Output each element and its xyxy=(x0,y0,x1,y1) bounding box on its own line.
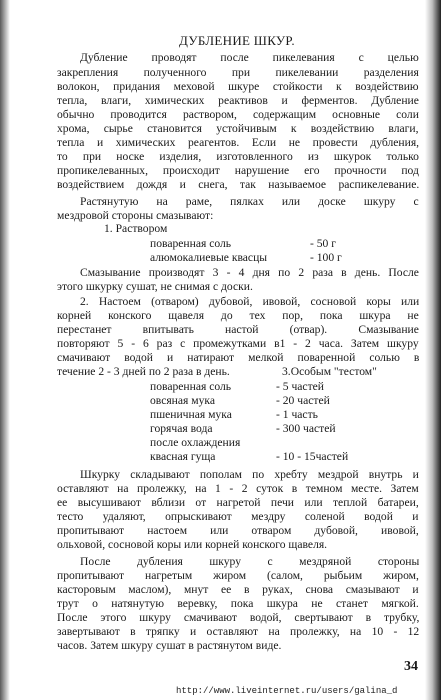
ingredient-name: овсяная мука xyxy=(150,394,215,407)
text-line: касторовым маслом), мнут ее в руках, снова смазывают и xyxy=(57,583,419,596)
ingredient-name: горячая вода xyxy=(150,422,213,435)
ingredient-name: поваренная соль xyxy=(150,380,232,393)
text-line: закрепления полученного при пикелевании разделения xyxy=(57,66,419,79)
text-line: 2. Настоем (отваром) дубовой, ивовой, сосновой коры или xyxy=(80,295,420,308)
text-line: завертывают в тряпку и оставляют на пролежку, на 10 - 12 xyxy=(57,625,420,638)
text-line: После дубления шкуру с мездряной стороны xyxy=(80,555,420,568)
scan-left-shadow xyxy=(0,0,10,700)
text-line: пропитывают настоем или отваром дубовой, ивовой, xyxy=(57,524,419,537)
ingredient-name: поваренная соль xyxy=(150,237,232,250)
scan-right-edge xyxy=(425,0,441,700)
text-line: этого шкурку сушат, не снимая с доски. xyxy=(57,280,253,293)
ingredient-amount: - 1 часть xyxy=(276,408,318,421)
text-line: перестанет впитывать настой (отвар). Смазывание xyxy=(57,323,419,336)
recipe-heading: 1. Раствором xyxy=(104,222,168,235)
ingredient-note: после охлаждения xyxy=(150,436,241,449)
text-line: течение 2 - 3 дней по 2 раза в день. xyxy=(57,365,230,378)
text-line: После этого шкуру смачивают водой, свертывают в трубку, xyxy=(57,611,420,624)
ingredient-amount: - 20 частей xyxy=(276,394,330,407)
text-line: мездровой стороны смазывают: xyxy=(57,209,214,222)
ingredient-amount: - 5 частей xyxy=(276,380,324,393)
text-line: тепла и химических реагентов. Если не провести дубления, xyxy=(57,136,420,149)
watermark-url: http://www.liveinternet.ru/users/galina_d xyxy=(176,686,398,696)
text-line: то при носке изделия, изготовленного из шкурок только xyxy=(57,150,419,163)
text-line: Шкурку складывают пополам по хребту мездрой внутрь и xyxy=(80,468,419,481)
ingredient-amount: - 300 частей xyxy=(276,422,336,435)
text-line: воздействием дождя и снега, так называемое распикелевание. xyxy=(57,178,420,191)
text-line: трут о натянутую веревку, пока шкура не станет мягкой. xyxy=(57,597,419,610)
text-line: ольховой, сосновой коры или корней конского щавеля. xyxy=(57,538,328,551)
text-line: пропитывают нагретым жиром (салом, рыбьим жиром, xyxy=(57,569,419,582)
text-line: тепла, влаги, химических реактивов и ферментов. Дубление xyxy=(57,94,419,107)
ingredient-name: алюмокалиевые квасцы xyxy=(150,251,268,264)
text-line: пропикелеванных, происходит нарушение его прочности под xyxy=(57,164,419,177)
ingredient-amount: - 10 - 15частей xyxy=(276,450,349,463)
page-number: 34 xyxy=(404,659,418,674)
text-line: Дубление проводят после пикелевания с целью xyxy=(80,51,419,64)
text-line: хрома, сырье становится устойчивым к воздействию влаги, xyxy=(57,122,419,135)
text-line: смачивают водой и натирают мелкой поваренной солью в xyxy=(57,351,420,364)
text-line: тесто удаляют, опрыскивают мездру соленой водой и xyxy=(57,510,419,523)
text-line: оставляют на пролежку, на 1 - 2 суток в темном месте. Затем xyxy=(57,482,419,495)
text-line: Растянутую на раме, пялках или доске шкуру с xyxy=(80,195,419,208)
text-line: ее высушивают вблизи от нагретой печи или теплой батареи, xyxy=(57,496,419,509)
ingredient-name: квасная гуща xyxy=(150,450,216,463)
ingredient-name: пшеничная мука xyxy=(150,408,232,421)
text-line: часов. Затем шкуру сушат в растянутом виде. xyxy=(57,639,282,652)
text-line: обычно проводится раствором, содержащим основные соли xyxy=(57,108,419,121)
text-line: волокон, придания меховой шкуре стойкости к воздействию xyxy=(57,80,419,93)
ingredient-amount: - 50 г xyxy=(310,237,337,250)
ingredient-amount: - 100 г xyxy=(310,251,342,264)
text-line: корней конского щавеля до тех пор, пока шкура не xyxy=(57,309,419,322)
text-line: повторяют 5 - 6 раз с промежутками в1 - 2 часа. Затем шкуру xyxy=(57,337,419,350)
text-line: Смазывание производят 3 - 4 дня по 2 раза в день. После xyxy=(80,266,419,279)
page-title: ДУБЛЕНИЕ ШКУР. xyxy=(179,33,295,48)
recipe-heading: 3.Особым "тестом" xyxy=(282,365,377,378)
